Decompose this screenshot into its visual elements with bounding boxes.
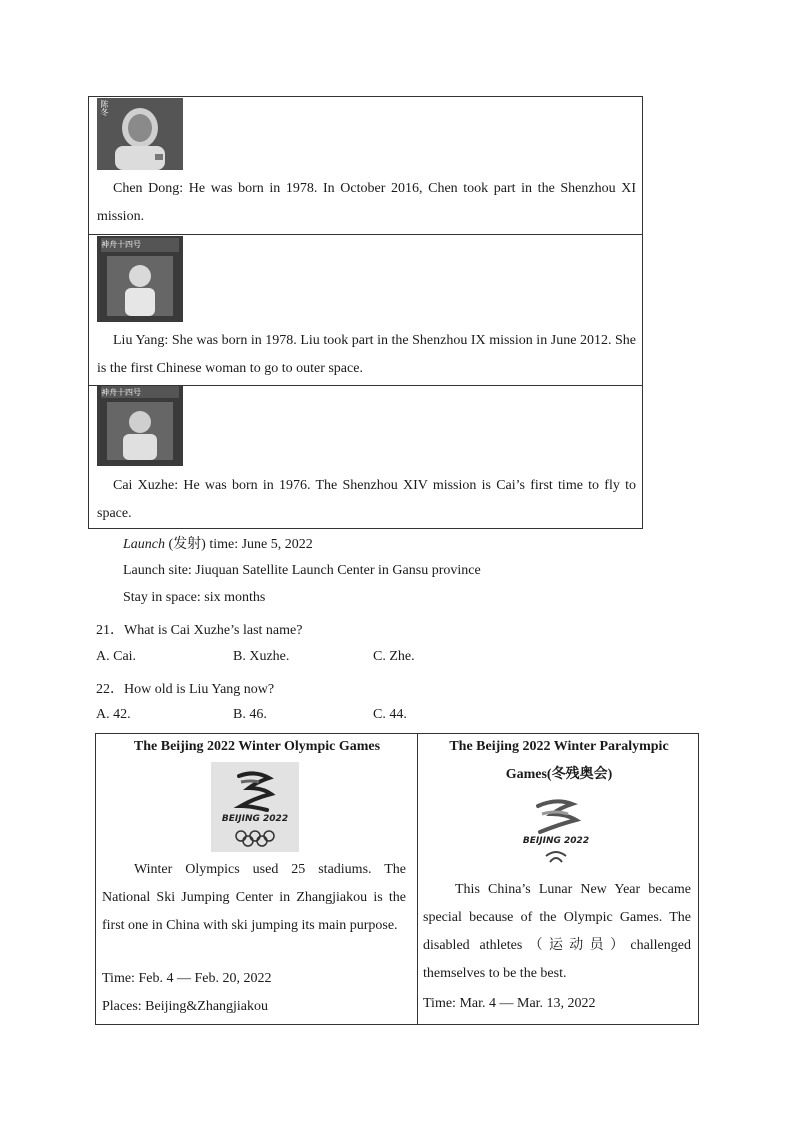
olympic-logo: [211, 762, 299, 852]
option-21-b: B. Xuzhe.: [233, 649, 290, 664]
paralympic-title-line1: The Beijing 2022 Winter Paralympic: [449, 739, 669, 754]
olympic-body: Winter Olympics used 25 stadiums. The National Ski Jumping Center in Zhangjiakou is the first one in China with ski jumping its main purpose.: [102, 862, 406, 933]
paralympic-time: Time: Mar. 4 — Mar. 13, 2022: [423, 996, 596, 1011]
astronaut-description: Chen Dong: He was born in 1978. In October 2016, Chen took part in the Shenzhou XI mission.: [97, 181, 636, 224]
astronaut-card-liu-yang: [88, 234, 643, 386]
stay-in-space: Stay in space: six months: [123, 590, 266, 605]
launch-site: Launch site: Jiuquan Satellite Launch Center in Gansu province: [123, 563, 481, 578]
astronaut-description: Cai Xuzhe: He was born in 1976. The Shenzhou XIV mission is Cai’s first time to fly to space.: [97, 478, 636, 521]
astronaut-card-chen-dong: [88, 96, 643, 235]
option-22-b: B. 46.: [233, 707, 267, 722]
olympic-places: Places: Beijing&Zhangjiakou: [102, 999, 269, 1014]
launch-time-rest: (发射) time: June 5, 2022: [165, 537, 313, 552]
launch-word: Launch: [123, 537, 165, 552]
paralympic-logo: [516, 792, 596, 870]
launch-time: [123, 533, 313, 553]
olympic-logo-text: BEIJING 2022: [221, 814, 289, 824]
olympic-time: Time: Feb. 4 — Feb. 20, 2022: [102, 971, 272, 986]
photo-caption: 神舟十四号: [101, 388, 141, 397]
photo-caption: 神舟十四号: [101, 240, 141, 249]
option-22-a: A. 42.: [96, 707, 131, 722]
question-22: 22．How old is Liu Yang now?: [96, 682, 275, 697]
astronaut-photo: [97, 386, 183, 466]
photo-name-label: 陈冬: [100, 100, 109, 116]
paralympic-logo-text: BEIJING 2022: [522, 836, 590, 846]
question-21: 21．What is Cai Xuzhe’s last name?: [96, 623, 303, 638]
astronaut-photo: [97, 98, 183, 170]
astronaut-description: Liu Yang: She was born in 1978. Liu took part in the Shenzhou IX mission in June 2012. She is the first Chinese woman to go to outer space.: [97, 333, 636, 376]
option-21-a: A. Cai.: [96, 649, 137, 664]
option-22-c: C. 44.: [373, 707, 407, 722]
paralympic-body: This China’s Lunar New Year became special because of the Olympic Games. The disabled athletes（运动员）challenged themselves to be the best.: [423, 882, 691, 981]
olympic-title: The Beijing 2022 Winter Olympic Games: [133, 739, 381, 754]
games-table: [95, 733, 699, 1025]
option-21-c: C. Zhe.: [373, 649, 415, 664]
astronaut-card-cai-xuzhe: [88, 385, 643, 529]
paralympic-title-line2: Games(冬残奥会): [505, 767, 613, 782]
astronaut-photo: [97, 236, 183, 322]
